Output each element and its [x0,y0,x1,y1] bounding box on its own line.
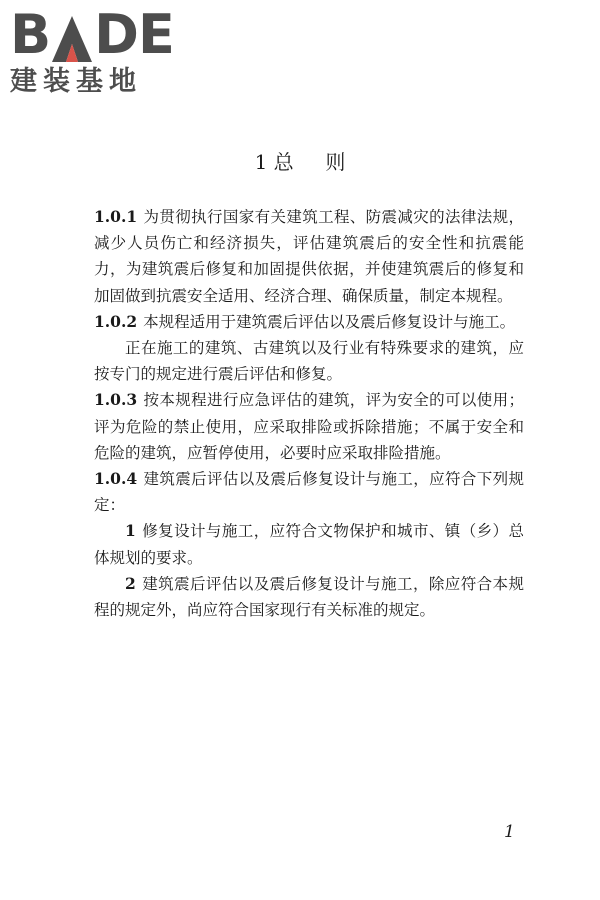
chapter-title: 1 总 则 [254,150,346,174]
clause-number: 1.0.2 [94,311,138,331]
clause-number: 1.0.4 [94,469,138,489]
clause-text: 为贯彻执行国家有关建筑工程、防震减灾的法律法规，减少人员伤亡和经济损失，评估建筑震后的安全性和抗震能力，为建筑震后修复和加固提供依据，并使建筑震后的修复和加固做到抗震安全适用、经济合理、确保质量，制定本规程。 [94,208,524,305]
clause-1-0-3 [94,387,524,466]
logo-letters-de: DE [94,3,174,66]
clause-item-2 [94,571,524,623]
logo-wordmark [10,3,174,66]
clause-text: 本规程适用于建筑震后评估以及震后修复设计与施工。 [143,312,516,331]
clause-item-1 [94,518,524,570]
clause-1-0-1 [94,204,524,309]
clause-number: 1.0.3 [94,390,138,410]
clause-1-0-2-paragraph-2 [94,335,524,387]
item-text: 修复设计与施工，应符合文物保护和城市、镇（乡）总体规划的要求。 [94,522,524,567]
publisher-logo [10,3,180,98]
item-number: 1 [125,521,136,541]
logo-letter-b: B [10,3,51,66]
item-number: 2 [125,573,136,593]
clause-text: 正在施工的建筑、古建筑以及行业有特殊要求的建筑，应按专门的规定进行震后评估和修复。 [94,339,524,384]
clause-text: 建筑震后评估以及震后修复设计与施工，应符合下列规定： [94,470,524,515]
page-number: 1 [504,822,515,842]
logo-caption: 建装基地 [10,66,142,97]
clause-1-0-2 [94,309,524,335]
clause-number: 1.0.1 [94,207,138,226]
clause-1-0-4 [94,466,524,518]
logo-triangle-a-icon [51,14,93,62]
clause-text: 按本规程进行应急评估的建筑，评为安全的可以使用；评为危险的禁止使用，应采取排险或拆除措施；不属于安全和危险的建筑，应暂停使用，必要时应采取排险措施。 [94,391,524,462]
item-text: 建筑震后评估以及震后修复设计与施工，除应符合本规程的规定外，尚应符合国家现行有关标准的规定。 [94,574,524,620]
clauses-body [94,204,524,623]
